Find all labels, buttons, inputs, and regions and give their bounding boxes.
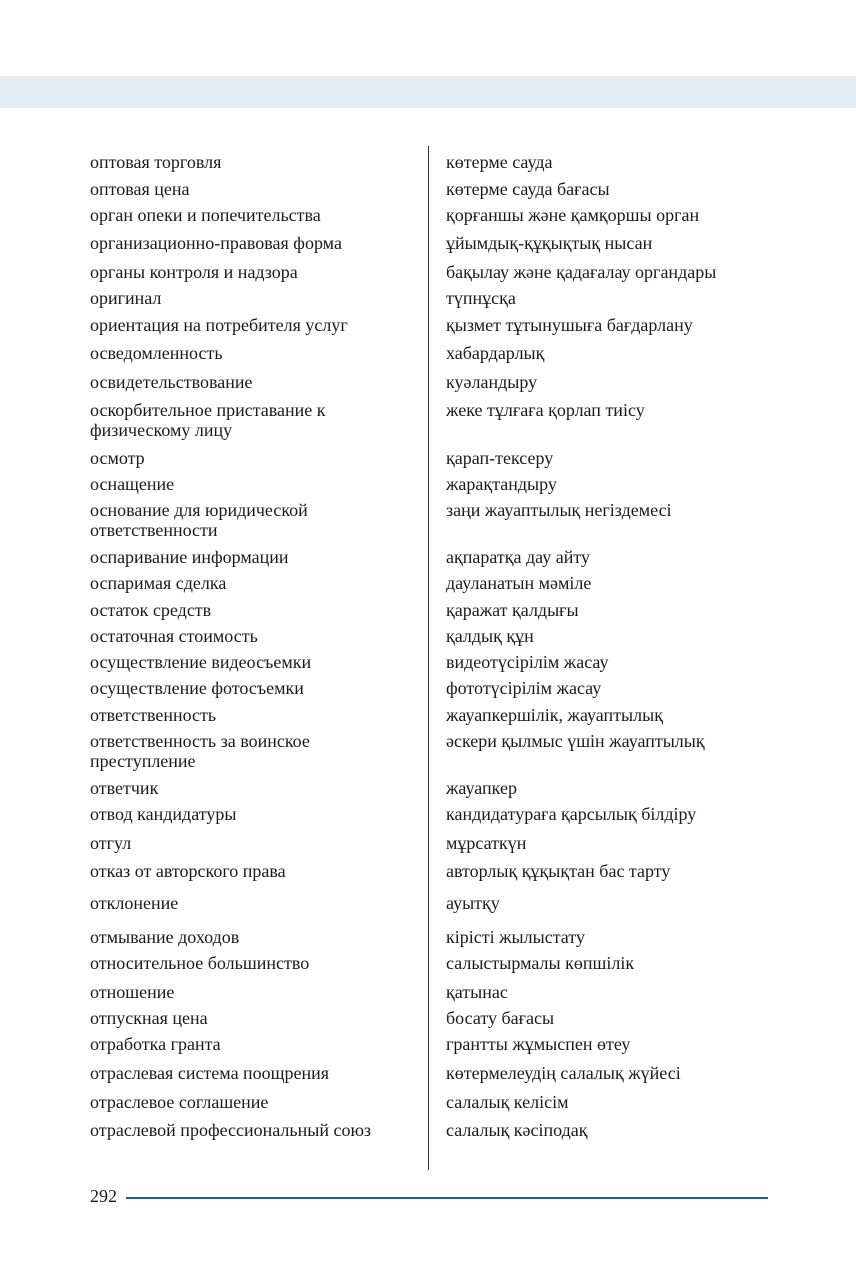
russian-term: отказ от авторского права [90,861,286,881]
kazakh-term: жауапкершілік, жауаптылық [446,705,663,725]
russian-term: оригинал [90,288,162,308]
kazakh-term: жарақтандыру [446,474,557,494]
kazakh-term: салалық кәсіподақ [446,1120,588,1140]
russian-term: основание для юридической ответственности [90,500,308,540]
russian-term: относительное большинство [90,953,310,973]
russian-term: отраслевая система поощрения [90,1063,330,1083]
page-number: 292 [90,1186,117,1206]
russian-term: остаток средств [90,600,212,620]
kazakh-term: ұйымдық-құқықтық нысан [446,233,653,253]
kazakh-term: бақылау және қадағалау органдары [446,262,717,282]
kazakh-term: ауытқу [446,893,500,913]
kazakh-term: ақпаратқа дау айту [446,547,590,567]
russian-term: отгул [90,833,132,853]
russian-term: отпускная цена [90,1008,208,1028]
kazakh-term: кірісті жылыстату [446,927,585,947]
russian-term: остаточная стоимость [90,626,258,646]
russian-term: отвод кандидатуры [90,804,237,824]
kazakh-term: мұрсаткүн [446,833,527,853]
kazakh-term: қызмет тұтынушыға бағдарлану [446,315,693,335]
russian-term: осуществление видеосъемки [90,652,312,672]
kazakh-term: жеке тұлғаға қорлап тиісу [446,400,645,420]
russian-term: ответственность за воинское преступление [90,731,310,771]
russian-term: орган опеки и попечительства [90,205,321,225]
kazakh-term: заңи жауаптылық негіздемесі [446,500,672,520]
kazakh-term: салыстырмалы көпшілік [446,953,635,973]
russian-term: отношение [90,982,175,1002]
russian-term: оспаримая сделка [90,573,227,593]
russian-term: организационно-правовая форма [90,233,342,253]
kazakh-term: жауапкер [446,778,517,798]
russian-term: органы контроля и надзора [90,262,298,282]
russian-term: ответчик [90,778,159,798]
kazakh-term: фототүсірілім жасау [446,678,602,698]
kazakh-term: көтерме сауда бағасы [446,179,610,199]
russian-term: оптовая торговля [90,152,222,172]
kazakh-term: қаражат қалдығы [446,600,579,620]
kazakh-term: кандидатураға қарсылық білдіру [446,804,697,824]
russian-term: осведомленность [90,343,223,363]
russian-term: оскорбительное приставание к физическому лицу [90,400,326,440]
kazakh-term: қарап-тексеру [446,448,554,468]
kazakh-term: куәландыру [446,372,538,392]
kazakh-term: көтермелеудің салалық жүйесі [446,1063,681,1083]
kazakh-term: хабардарлық [446,343,545,363]
footer-rule [126,1197,768,1199]
kazakh-term: видеотүсірілім жасау [446,652,609,672]
russian-term: ориентация на потребителя услуг [90,315,348,335]
russian-term: освидетельствование [90,372,253,392]
russian-term: отмывание доходов [90,927,240,947]
kazakh-term: әскери қылмыс үшін жауаптылық [446,731,705,751]
russian-term: оснащение [90,474,175,494]
kazakh-term: дауланатын мәміле [446,573,592,593]
russian-term: отклонение [90,893,179,913]
kazakh-term: түпнұсқа [446,288,516,308]
kazakh-term: қалдық құн [446,626,534,646]
russian-term: отраслевое соглашение [90,1092,269,1112]
kazakh-term: қатынас [446,982,508,1002]
russian-term: отработка гранта [90,1034,221,1054]
russian-term: отраслевой профессиональный союз [90,1120,372,1140]
russian-term: осуществление фотосъемки [90,678,304,698]
kazakh-term: салалық келісім [446,1092,569,1112]
russian-term: ответственность [90,705,217,725]
kazakh-term: босату бағасы [446,1008,555,1028]
kazakh-term: көтерме сауда [446,152,553,172]
russian-term: осмотр [90,448,145,468]
kazakh-term: қорғаншы және қамқоршы орган [446,205,700,225]
russian-term: оспаривание информации [90,547,289,567]
kazakh-term: грантты жұмыспен өтеу [446,1034,631,1054]
russian-term: оптовая цена [90,179,190,199]
kazakh-term: авторлық құқықтан бас тарту [446,861,671,881]
